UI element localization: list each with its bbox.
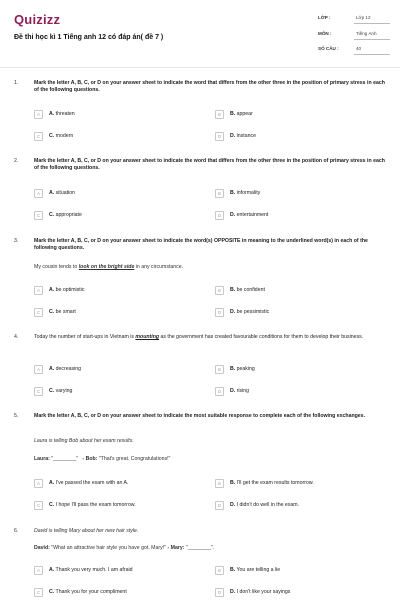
option-d[interactable] [215, 307, 269, 317]
option-letter-box: B [215, 286, 224, 295]
option-label: D. I don't like your sayings [230, 589, 291, 595]
option-label: C. varying [49, 388, 73, 394]
page-header [0, 0, 400, 70]
question-context: Laura is telling Bob about her exam results. [34, 438, 134, 444]
option-label: C. I hope I'll pass the exam tomorrow. [49, 502, 136, 508]
option-label: C. appropriate [49, 212, 82, 218]
option-letter-box: D [215, 308, 224, 317]
question-prompt: Mark the letter A, B, C, or D on your answer sheet to indicate the word(s) OPPOSITE in meaning to the underlined word(s) in each of the following questions. [34, 238, 368, 252]
option-letter-box: C [34, 211, 43, 220]
option-label: A. be optimistic [49, 287, 85, 293]
header-divider [0, 67, 400, 68]
question-number: 3. [14, 238, 19, 244]
meta-subject-value: Tiếng Anh [356, 31, 377, 36]
option-label: D. rising [230, 388, 250, 394]
question-dialogue: David: "What an attractive hair style you have got, Mary!" - Mary: "________". [34, 545, 215, 551]
option-letter-box: C [34, 387, 43, 396]
option-letter-box: D [215, 132, 224, 141]
worksheet-title: Đề thi học kì 1 Tiếng anh 12 có đáp án( đề 7 ) [14, 34, 164, 41]
option-c[interactable] [34, 131, 73, 141]
option-label: D. I didn't do well in the exam. [230, 502, 300, 508]
option-letter-box: B [215, 566, 224, 575]
option-label: B. appear [230, 111, 253, 117]
option-label: A. decreasing [49, 366, 82, 372]
option-letter-box: B [215, 189, 224, 198]
option-a[interactable] [34, 109, 75, 119]
option-label: A. I've passed the exam with an A. [49, 480, 129, 486]
question-number: 4. [14, 334, 19, 340]
meta-subject-underline [354, 39, 390, 40]
option-label: B. You are telling a lie [230, 567, 281, 573]
option-letter-box: D [215, 211, 224, 220]
question-context: David is telling Mary about her new hair style. [34, 528, 139, 534]
option-a[interactable] [34, 285, 84, 295]
option-letter-box: A [34, 566, 43, 575]
option-letter-box: A [34, 479, 43, 488]
meta-class-value: Lớp 12 [356, 15, 371, 20]
option-label: B. I'll get the exam results tomorrow. [230, 480, 314, 486]
option-label: C. be smart [49, 309, 76, 315]
option-label: B. be confident [230, 287, 265, 293]
option-label: C. Thank you for your compliment [49, 589, 127, 595]
option-letter-box: D [215, 501, 224, 510]
option-d[interactable] [215, 210, 268, 220]
question-number: 5. [14, 413, 19, 419]
option-c[interactable] [34, 500, 136, 510]
option-d[interactable] [215, 500, 299, 510]
option-label: A. Thank you very much. I am afraid [49, 567, 133, 573]
option-label: D. instance [230, 133, 256, 139]
option-letter-box: A [34, 110, 43, 119]
option-letter-box: B [215, 365, 224, 374]
option-letter-box: C [34, 501, 43, 510]
meta-class-underline [354, 23, 390, 24]
option-b[interactable] [215, 109, 253, 119]
meta-count-value: 40 [356, 46, 362, 51]
option-c[interactable] [34, 307, 76, 317]
option-letter-box: D [215, 387, 224, 396]
option-label: B. peaking [230, 366, 255, 372]
option-d[interactable] [215, 131, 256, 141]
question-sentence: My cousin tends to look on the bright side in any circumstance. [34, 264, 184, 270]
underlined-word: mounting [135, 334, 160, 340]
option-label: C. modern [49, 133, 74, 139]
option-letter-box: C [34, 132, 43, 141]
underlined-phrase: look on the bright side [78, 264, 135, 270]
question-number: 2. [14, 158, 19, 164]
question-prompt: Mark the letter A, B, C, or D on your answer sheet to indicate the most suitable response to complete each of the following exchanges. [34, 413, 366, 419]
option-a[interactable] [34, 478, 128, 488]
meta-subject-label: MÔN : [318, 31, 332, 36]
question-prompt: Mark the letter A, B, C, or D on your answer sheet to indicate the word that differs from the other three in the position of primary stress in each of the following questions. [34, 80, 385, 94]
option-a[interactable] [34, 188, 75, 198]
option-c[interactable] [34, 386, 72, 396]
option-b[interactable] [215, 285, 265, 295]
question-number: 1. [14, 80, 19, 86]
option-label: B. informality [230, 190, 261, 196]
quizizz-logo: Quizizz [14, 12, 61, 27]
meta-count-underline [354, 54, 390, 55]
option-a[interactable] [34, 364, 81, 374]
option-b[interactable] [215, 478, 314, 488]
option-b[interactable] [215, 565, 280, 575]
option-b[interactable] [215, 188, 260, 198]
option-letter-box: A [34, 189, 43, 198]
option-a[interactable] [34, 565, 133, 575]
meta-count-label: SỐ CÂU : [318, 46, 339, 51]
option-letter-box: D [215, 588, 224, 597]
option-letter-box: C [34, 308, 43, 317]
option-label: D. entertainment [230, 212, 269, 218]
option-letter-box: A [34, 286, 43, 295]
option-c[interactable] [34, 587, 127, 597]
option-c[interactable] [34, 210, 82, 220]
meta-class-label: LỚP : [318, 15, 331, 20]
question-dialogue: Laura: "________" - Bob: "That's great. Congratulations!" [34, 456, 171, 462]
option-letter-box: B [215, 110, 224, 119]
option-letter-box: A [34, 365, 43, 374]
question-number: 6. [14, 528, 19, 534]
option-b[interactable] [215, 364, 255, 374]
option-d[interactable] [215, 587, 290, 597]
question-prompt: Today the number of start-ups in Vietnam is mounting as the government has created favourable conditions for them to develop their business. [34, 334, 364, 340]
question-prompt: Mark the letter A, B, C, or D on your answer sheet to indicate the word that differs from the other three in the position of primary stress in each of the following questions. [34, 158, 385, 172]
option-label: D. be pessimistic [230, 309, 270, 315]
option-d[interactable] [215, 386, 249, 396]
option-letter-box: B [215, 479, 224, 488]
option-label: A. situation [49, 190, 75, 196]
option-letter-box: C [34, 588, 43, 597]
option-label: A. threaten [49, 111, 75, 117]
